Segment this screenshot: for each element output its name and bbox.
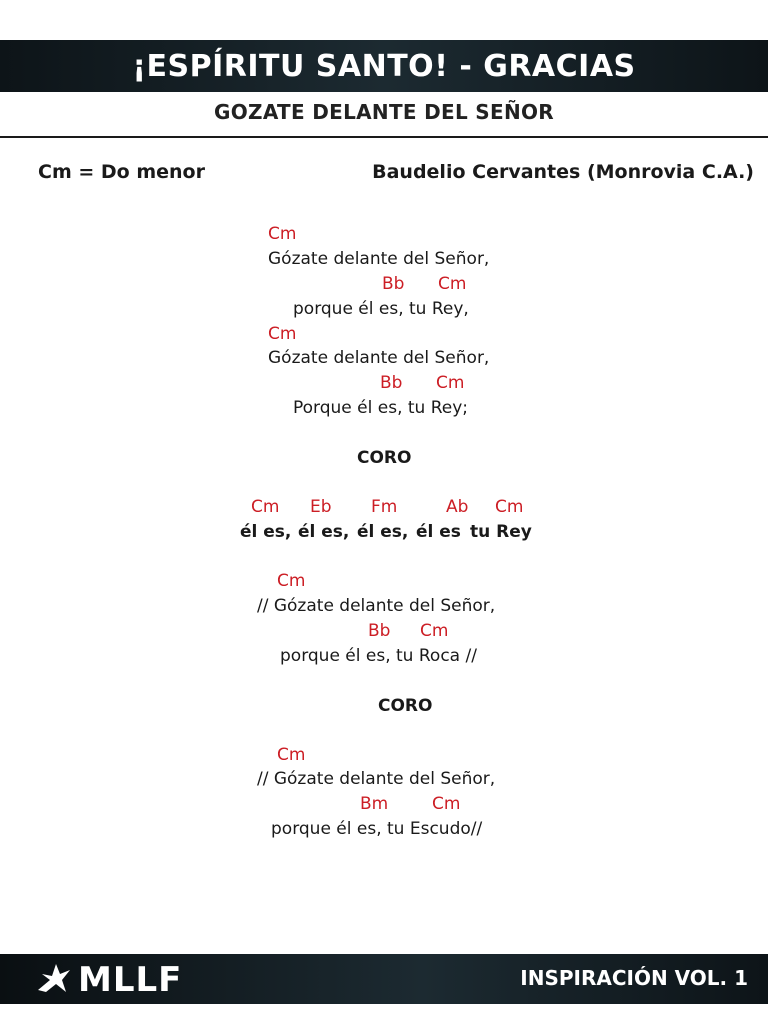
lyric-line: Porque él es, tu Rey;	[293, 398, 469, 418]
chorus-label: CORO	[357, 448, 412, 468]
chord: Cm	[277, 571, 306, 591]
lyric-line: // Gózate delante del Señor,	[257, 596, 496, 616]
chord: Ab	[446, 497, 469, 517]
logo	[36, 960, 182, 1000]
chord: Bb	[380, 373, 403, 393]
chorus-word: él es,	[240, 522, 292, 542]
dove-icon	[36, 960, 72, 1000]
chord: Fm	[371, 497, 398, 517]
header-band	[0, 40, 768, 92]
chorus-word: él es,	[298, 522, 350, 542]
lyric-line: porque él es, tu Rey,	[293, 299, 469, 319]
volume-label: INSPIRACIÓN VOL. 1	[520, 966, 748, 990]
chord: Bb	[382, 274, 405, 294]
song-author: Baudelio Cervantes (Monrovia C.A.)	[372, 161, 754, 183]
lyric-line: Gózate delante del Señor,	[268, 348, 490, 368]
song-title: GOZATE DELANTE DEL SEÑOR	[214, 100, 554, 124]
chord: Cm	[268, 224, 297, 244]
chord: Cm	[251, 497, 280, 517]
page-title: ¡ESPÍRITU SANTO! - GRACIAS	[132, 48, 636, 84]
chord: Cm	[495, 497, 524, 517]
chorus-label: CORO	[378, 696, 433, 716]
chord: Cm	[268, 324, 297, 344]
logo-text: MLLF	[78, 960, 183, 1000]
chord: Cm	[432, 794, 461, 814]
chorus-word: tu Rey	[470, 522, 532, 542]
song-key: Cm = Do menor	[38, 161, 205, 183]
chord: Bm	[360, 794, 389, 814]
chord: Cm	[420, 621, 449, 641]
lyric-line: Gózate delante del Señor,	[268, 249, 490, 269]
divider	[0, 136, 768, 138]
lyric-line: porque él es, tu Roca //	[280, 646, 477, 666]
chord: Cm	[436, 373, 465, 393]
chorus-word: él es,	[357, 522, 409, 542]
chord: Cm	[277, 745, 306, 765]
chord: Cm	[438, 274, 467, 294]
chord: Eb	[310, 497, 332, 517]
lyric-line: // Gózate delante del Señor,	[257, 769, 496, 789]
chorus-word: él es	[416, 522, 461, 542]
lyric-line: porque él es, tu Escudo//	[271, 819, 483, 839]
chord: Bb	[368, 621, 391, 641]
